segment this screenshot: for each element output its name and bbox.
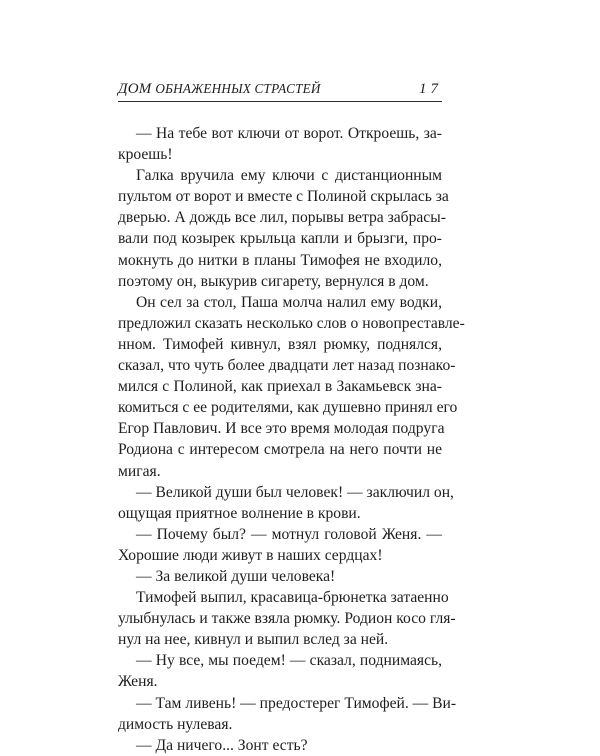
- text-line: пультом от ворот и вместе с Полиной скрылась за: [118, 188, 449, 206]
- text-line: поэтому он, выкурив сигарету, вернулся в дом.: [118, 272, 429, 290]
- text-line: мигая.: [118, 462, 161, 480]
- text-line: мился с Полиной, как приехал в Закамьевск зна-: [118, 378, 442, 396]
- text-line: вали под козырек крыльца капли и брызги, про-: [118, 230, 442, 248]
- text-line: комиться с ее родителями, как душевно принял его: [118, 399, 458, 417]
- text-line: нул на нее, кивнул и выпил вслед за ней.: [118, 631, 389, 649]
- text-line: — Великой души был человек! — заключил он,: [136, 483, 454, 501]
- text-line: Родиона с интересом смотрела на него почти не: [118, 441, 442, 459]
- text-line: сказал, что чуть более двадцати лет назад познако-: [118, 357, 456, 375]
- text-line: дверью. А дождь все лил, порывы ветра забрасы-: [118, 209, 446, 227]
- text-line: Егор Павлович. И все это время молодая подруга: [118, 420, 445, 438]
- text-line: димость нулевая.: [118, 715, 233, 733]
- book-title-first-word: ДОМ: [118, 81, 156, 97]
- text-line: Хорошие люди живут в наших сердцах!: [118, 546, 383, 564]
- text-line: — Там ливень! — предостерег Тимофей. — Ви-: [136, 694, 457, 712]
- text-line: — За великой души человека!: [136, 567, 336, 585]
- book-title: [118, 80, 321, 98]
- text-line: Он сел за стол, Паша молча налил ему водки,: [136, 293, 442, 311]
- text-line: Тимофей выпил, красавица-брюнетка затаенно: [136, 589, 449, 607]
- text-line: нном. Тимофей кивнул, взял рюмку, поднялся,: [118, 335, 442, 353]
- text-line: — На тебе вот ключи от ворот. Откроешь, за-: [136, 125, 442, 142]
- text-line: мокнуть до нитки в планы Тимофея не входило,: [118, 251, 442, 269]
- text-line: кроешь!: [118, 146, 173, 164]
- text-line: — Ну все, мы поедем! — сказал, поднимаясь,: [136, 652, 442, 670]
- text-line: Галка вручила ему ключи с дистанционным: [136, 167, 442, 185]
- text-line: — Почему был? — мотнул головой Женя. —: [136, 525, 442, 543]
- book-title-rest: ОБНАЖЕННЫХ СТРАСТЕЙ: [155, 81, 321, 96]
- running-head: [118, 80, 442, 100]
- text-line: улыбнулась и также взяла рюмку. Родион косо гля-: [118, 610, 456, 628]
- text-line: Женя.: [118, 673, 158, 691]
- text-line: предложил сказать несколько слов о новопреставле-: [118, 314, 465, 332]
- header-divider: [118, 101, 442, 102]
- text-line: — Да ничего... Зонт есть?: [136, 736, 308, 754]
- page-number: 17: [419, 81, 442, 97]
- body-text: [118, 123, 465, 756]
- text-line: ощущая приятное волнение в крови.: [118, 504, 361, 522]
